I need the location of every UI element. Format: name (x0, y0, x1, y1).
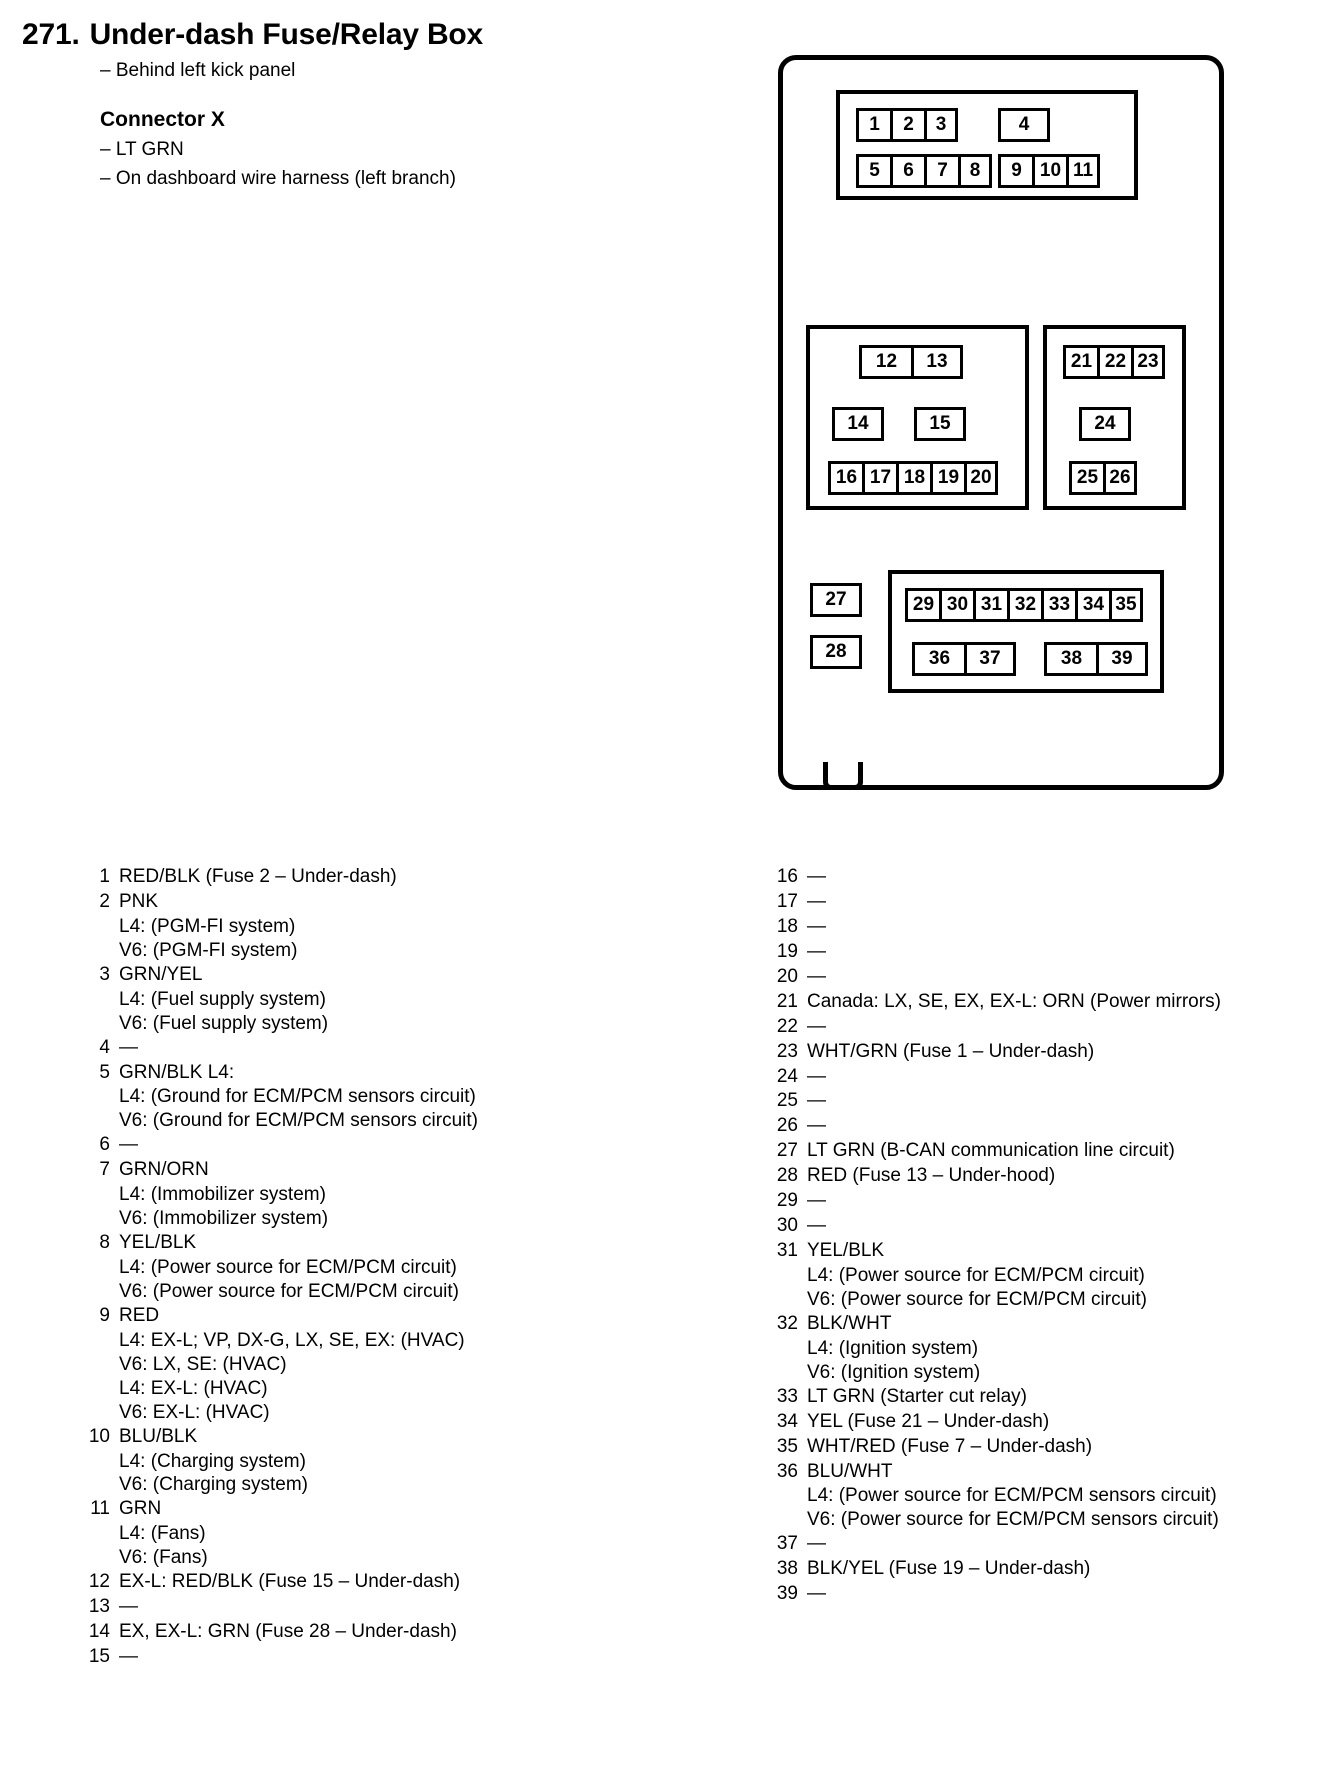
legend-item (82, 1425, 702, 1449)
legend-item (770, 940, 1310, 964)
legend-item-text: EX, EX-L: GRN (Fuse 28 – Under-dash) (119, 1621, 457, 1643)
legend-item (82, 1497, 702, 1521)
section-title: Under-dash Fuse/Relay Box (89, 18, 484, 51)
legend-item-number: 32 (776, 1312, 798, 1334)
legend-item-text: — (807, 1215, 826, 1237)
legend-item (82, 1595, 702, 1619)
legend-item-subtext: L4: (Ignition system) (807, 1337, 979, 1359)
legend-item-text: WHT/GRN (Fuse 1 – Under-dash) (807, 1040, 1095, 1062)
legend-item-text: — (807, 1115, 826, 1137)
legend-item-subtext: V6: EX-L: (HVAC) (119, 1401, 270, 1423)
legend-left-column (82, 865, 702, 1670)
legend-item-number: 14 (88, 1621, 110, 1643)
legend-item (770, 1089, 1310, 1113)
legend-item-number: 27 (776, 1140, 798, 1162)
legend-item-number: 7 (99, 1159, 110, 1181)
legend-item-text: — (119, 1646, 138, 1667)
legend-item (770, 1214, 1310, 1238)
box-notch (823, 762, 863, 790)
terminal-cell: 21 (1063, 345, 1097, 379)
legend-item-number: 15 (88, 1646, 110, 1667)
legend-item (82, 963, 702, 987)
terminal-cell: 15 (914, 407, 966, 441)
relay-group-d (888, 570, 1164, 693)
legend-item (82, 1061, 702, 1085)
legend-item (770, 890, 1310, 914)
legend-item (82, 1036, 702, 1060)
legend-item-text: — (119, 1036, 138, 1058)
legend-item (82, 1231, 702, 1255)
legend-item-number: 18 (776, 915, 798, 937)
legend-item-subtext: V6: (Ignition system) (807, 1361, 981, 1383)
terminal-cell: 13 (911, 345, 963, 379)
terminal-cell: 39 (1096, 642, 1148, 676)
legend-item-text: BLU/WHT (807, 1460, 893, 1482)
legend-item (770, 990, 1310, 1014)
legend-item-text: GRN (119, 1498, 162, 1520)
legend-item-subtext: L4: (Immobilizer system) (119, 1184, 326, 1206)
legend-item (82, 1645, 702, 1669)
legend-item-number: 36 (776, 1460, 798, 1482)
legend-item-text: — (807, 890, 826, 912)
legend-item-text: — (807, 1065, 826, 1087)
legend-item (770, 965, 1310, 989)
legend-item (770, 915, 1310, 939)
legend-item-number: 30 (776, 1215, 798, 1237)
terminal-cell: 7 (924, 154, 958, 188)
legend-item-text: — (807, 965, 826, 987)
legend-item-subtext: L4: EX-L; VP, DX-G, LX, SE, EX: (HVAC) (119, 1329, 465, 1351)
terminal-cell: 10 (1032, 154, 1066, 188)
terminal-cell: 30 (939, 588, 973, 622)
legend-item-subtext: V6: (Power source for ECM/PCM circuit) (807, 1288, 1147, 1310)
legend-item-number: 6 (99, 1134, 110, 1156)
legend-item (770, 865, 1310, 889)
legend-item (770, 1582, 1310, 1606)
legend-item-text: YEL/BLK (807, 1240, 885, 1262)
legend-item-number: 12 (88, 1571, 110, 1593)
legend-item (770, 1114, 1310, 1138)
legend-item-number: 13 (88, 1596, 110, 1618)
legend-item-subtext: L4: EX-L: (HVAC) (119, 1377, 268, 1399)
connector-heading: Connector X (100, 108, 225, 131)
legend-item-number: 29 (776, 1190, 798, 1212)
legend-item-subtext: V6: (Charging system) (119, 1474, 309, 1496)
legend-item-text: — (119, 1596, 138, 1618)
legend-item-subtext: L4: (Fuel supply system) (119, 988, 326, 1010)
relay-group-c (1043, 325, 1186, 510)
legend-item-text: YEL (Fuse 21 – Under-dash) (807, 1410, 1050, 1432)
legend-item-number: 2 (99, 890, 110, 912)
legend-item-subtext: L4: (Charging system) (119, 1450, 306, 1472)
legend-item-subtext: V6: (Fans) (119, 1547, 208, 1569)
group-c-row-1 (1063, 345, 1165, 379)
legend-item (770, 1435, 1310, 1459)
terminal-cell: 36 (912, 642, 964, 676)
legend-item-subtext: L4: (Power source for ECM/PCM sensors circuit) (807, 1485, 1217, 1507)
legend-item-number: 25 (776, 1090, 798, 1112)
legend-item-number: 22 (776, 1015, 798, 1037)
group-d-row-2a (912, 642, 1016, 676)
group-d-row-1 (905, 588, 1143, 622)
legend-item-subtext: V6: (PGM-FI system) (119, 939, 298, 961)
legend-item-number: 23 (776, 1040, 798, 1062)
legend-item-subtext: L4: (Power source for ECM/PCM circuit) (807, 1265, 1145, 1286)
legend-item (770, 1460, 1310, 1484)
legend-item-number: 20 (776, 965, 798, 987)
group-c-row-3 (1069, 461, 1137, 495)
legend-item-number: 4 (99, 1036, 110, 1058)
section-number: 271. (22, 18, 80, 51)
group-a-row-2 (856, 154, 992, 188)
connector-location: – On dashboard wire harness (left branch) (100, 168, 456, 189)
terminal-cell: 1 (856, 108, 890, 142)
terminal-cell: 32 (1007, 588, 1041, 622)
legend-item-number: 24 (776, 1065, 798, 1087)
legend-item (770, 1532, 1310, 1556)
legend-item-number: 31 (776, 1240, 798, 1262)
terminal-cell: 17 (862, 461, 896, 495)
legend-item-text: — (807, 915, 826, 937)
group-a-row-1 (856, 108, 958, 142)
legend-item (770, 1164, 1310, 1188)
section-subtitle: – Behind left kick panel (100, 60, 296, 81)
legend-item (770, 1385, 1310, 1409)
legend-item-subtext: L4: (Fans) (119, 1523, 206, 1545)
terminal-cell: 16 (828, 461, 862, 495)
legend-item (770, 1065, 1310, 1089)
terminal-cell: 31 (973, 588, 1007, 622)
legend-item-number: 19 (776, 940, 798, 962)
legend-item (770, 1312, 1310, 1336)
legend-item (82, 1620, 702, 1644)
legend-item-text: LT GRN (Starter cut relay) (807, 1385, 1027, 1407)
terminal-cell: 14 (832, 407, 884, 441)
legend-item-number: 39 (776, 1583, 798, 1605)
legend-item-text: RED (Fuse 13 – Under-hood) (807, 1165, 1056, 1187)
group-d-row-2b (1044, 642, 1148, 676)
terminal-cell: 18 (896, 461, 930, 495)
legend-item-text: BLK/YEL (Fuse 19 – Under-dash) (807, 1558, 1091, 1580)
legend-item-number: 10 (88, 1425, 110, 1447)
legend-item (82, 1570, 702, 1594)
legend-item (770, 1557, 1310, 1581)
legend-item (82, 1304, 702, 1328)
legend-item-number: 37 (776, 1533, 798, 1555)
terminal-cell: 12 (859, 345, 911, 379)
legend-item-subtext: L4: (PGM-FI system) (119, 915, 296, 937)
legend-item-subtext: V6: LX, SE: (HVAC) (119, 1353, 287, 1375)
page-title (22, 18, 662, 52)
terminal-cell: 34 (1075, 588, 1109, 622)
terminal-cell: 19 (930, 461, 964, 495)
legend-item-subtext: V6: (Fuel supply system) (119, 1012, 329, 1034)
relay-group-a (836, 90, 1138, 200)
terminal-cell: 4 (998, 108, 1050, 142)
group-b-row-2 (832, 407, 966, 441)
legend-item (82, 890, 702, 914)
legend-item-number: 16 (776, 866, 798, 887)
terminal-cell: 24 (1079, 407, 1131, 441)
legend-item-text: RED (119, 1304, 160, 1326)
legend-item-subtext: V6: (Immobilizer system) (119, 1208, 329, 1230)
legend-item-number: 8 (99, 1232, 110, 1254)
legend-item (770, 1189, 1310, 1213)
legend-item-text: PNK (119, 890, 159, 912)
legend-item-number: 38 (776, 1558, 798, 1580)
legend-item-text: GRN/ORN (119, 1159, 209, 1181)
legend-item-number: 5 (99, 1061, 110, 1083)
group-c-row-2 (1079, 407, 1131, 441)
terminal-cell: 26 (1103, 461, 1137, 495)
terminal-cell: 23 (1131, 345, 1165, 379)
relay-group-b (806, 325, 1029, 510)
terminal-cell: 25 (1069, 461, 1103, 495)
group-b-row-1 (859, 345, 963, 379)
legend-item-subtext: V6: (Power source for ECM/PCM sensors circuit) (807, 1509, 1219, 1531)
legend-item (770, 1015, 1310, 1039)
terminal-cell: 33 (1041, 588, 1075, 622)
legend-item (770, 1239, 1310, 1263)
connector-color: – LT GRN (100, 139, 184, 160)
legend-item (770, 1040, 1310, 1064)
legend-item-number: 35 (776, 1435, 798, 1457)
terminal-cell: 5 (856, 154, 890, 188)
terminal-cell: 37 (964, 642, 1016, 676)
legend-item-text: Canada: LX, SE, EX, EX-L: ORN (Power mirrors) (807, 990, 1221, 1012)
terminal-cell: 29 (905, 588, 939, 622)
legend-item-number: 11 (90, 1498, 110, 1520)
terminal-cell: 8 (958, 154, 992, 188)
legend-item-text: WHT/RED (Fuse 7 – Under-dash) (807, 1435, 1093, 1457)
terminal-cell: 27 (810, 583, 862, 617)
legend-item-subtext: V6: (Power source for ECM/PCM circuit) (119, 1280, 459, 1302)
legend-item-number: 28 (776, 1165, 798, 1187)
terminal-cell: 3 (924, 108, 958, 142)
legend-right-column (770, 865, 1310, 1607)
legend-item-text: GRN/BLK L4: (119, 1061, 235, 1083)
legend-item-number: 17 (776, 890, 798, 912)
legend-item-subtext: V6: (Ground for ECM/PCM sensors circuit) (119, 1110, 478, 1132)
legend-item-subtext: L4: (Ground for ECM/PCM sensors circuit) (119, 1086, 476, 1108)
legend-item-number: 1 (99, 866, 110, 887)
terminal-cell: 28 (810, 635, 862, 669)
legend-item-text: — (807, 1090, 826, 1112)
legend-item-text: — (119, 1134, 138, 1156)
legend-item-subtext: L4: (Power source for ECM/PCM circuit) (119, 1257, 457, 1278)
legend-item-text: LT GRN (B-CAN communication line circuit) (807, 1140, 1175, 1162)
legend-item-text: — (807, 940, 826, 962)
fuse-relay-box-diagram (778, 55, 1228, 805)
legend-item-text: YEL/BLK (119, 1232, 197, 1254)
terminal-cell: 22 (1097, 345, 1131, 379)
group-b-row-3 (828, 461, 998, 495)
legend-item-number: 33 (776, 1385, 798, 1407)
group-a-row-1b (998, 108, 1050, 142)
legend-item-text: GRN/YEL (119, 963, 203, 985)
legend-item-text: — (807, 1533, 826, 1555)
terminal-cell: 38 (1044, 642, 1096, 676)
legend-item-number: 26 (776, 1115, 798, 1137)
legend-item-text: — (807, 1015, 826, 1037)
header (22, 18, 662, 190)
terminal-cell: 35 (1109, 588, 1143, 622)
terminal-cell: 2 (890, 108, 924, 142)
legend-item-text: — (807, 1190, 826, 1212)
legend-item-text: RED/BLK (Fuse 2 – Under-dash) (119, 866, 397, 887)
legend-item-text: BLK/WHT (807, 1312, 892, 1334)
legend-item-number: 3 (99, 963, 110, 985)
legend-item-text: EX-L: RED/BLK (Fuse 15 – Under-dash) (119, 1571, 461, 1593)
legend-item-text: BLU/BLK (119, 1425, 198, 1447)
legend-item-number: 21 (776, 990, 798, 1012)
legend-item (82, 1158, 702, 1182)
legend-item-text: — (807, 866, 826, 887)
group-a-row-2b (998, 154, 1100, 188)
terminal-cell: 6 (890, 154, 924, 188)
terminal-cell: 9 (998, 154, 1032, 188)
legend-item (770, 1139, 1310, 1163)
legend-item-number: 34 (776, 1410, 798, 1432)
legend-item (82, 1133, 702, 1157)
terminal-cell: 20 (964, 461, 998, 495)
legend-item (82, 865, 702, 889)
terminal-cell: 11 (1066, 154, 1100, 188)
legend-item (770, 1410, 1310, 1434)
legend-item-text: — (807, 1583, 826, 1605)
legend-item-number: 9 (99, 1304, 110, 1326)
